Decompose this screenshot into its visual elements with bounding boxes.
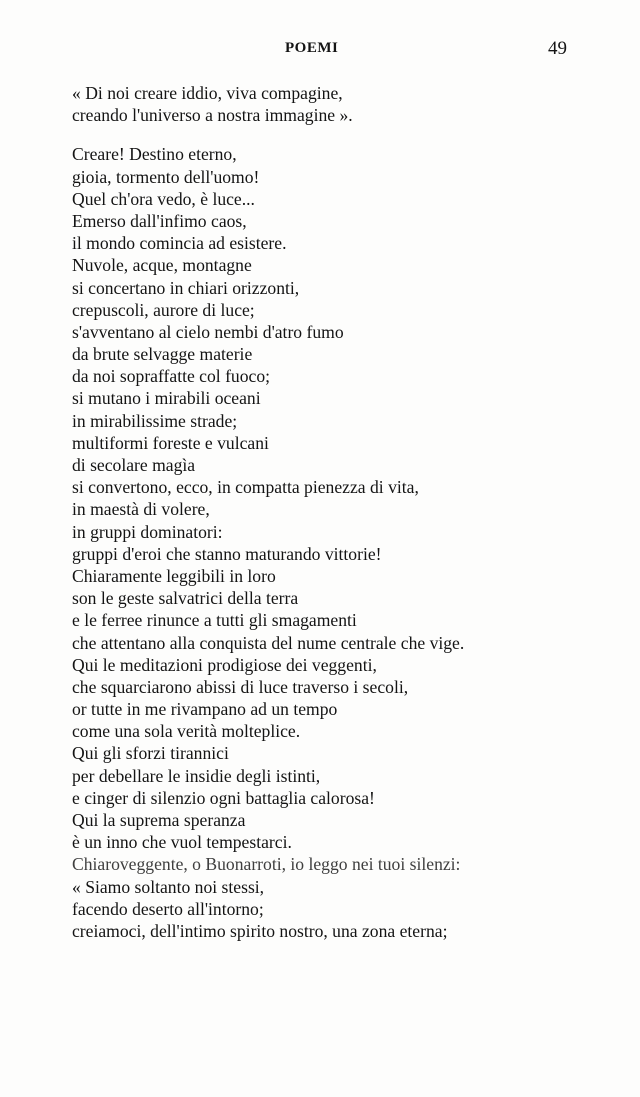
poem-line: si mutano i mirabili oceani bbox=[72, 388, 261, 409]
poem-line: è un inno che vuol tempestarci. bbox=[72, 832, 292, 853]
poem-line: in maestà di volere, bbox=[72, 499, 210, 520]
poem-line: Chiaramente leggibili in loro bbox=[72, 565, 276, 586]
poem-line: « Di noi creare iddio, viva compagine, bbox=[72, 83, 343, 103]
poem-line: creando l'universo a nostra immagine ». bbox=[72, 105, 353, 126]
poem-line: s'avventano al cielo nembi d'atro fumo bbox=[72, 321, 344, 342]
poem-line: di secolare magìa bbox=[72, 455, 196, 475]
poem-line: da noi sopraffatte col fuoco; bbox=[72, 366, 271, 387]
poem-line: Qui la suprema speranza bbox=[72, 810, 246, 830]
poem-line: « Siamo soltanto noi stessi, bbox=[72, 876, 265, 897]
running-title: POEMI bbox=[285, 40, 339, 56]
poem-line: Emerso dall'infimo caos, bbox=[72, 210, 247, 231]
page-number: 49 bbox=[548, 38, 567, 59]
poem-line: gioia, tormento dell'uomo! bbox=[72, 166, 260, 187]
poem-line: Qui gli sforzi tirannici bbox=[72, 743, 229, 764]
running-head bbox=[0, 40, 640, 64]
poem-line: si concertano in chiari orizzonti, bbox=[72, 277, 300, 298]
poem-line: Qui le meditazioni prodigiose dei veggenti, bbox=[72, 654, 377, 675]
poem-line: crepuscoli, aurore di luce; bbox=[72, 299, 255, 320]
poem-line: si convertono, ecco, in compatta pienezza di vita, bbox=[72, 477, 419, 498]
poem-line: multiformi foreste e vulcani bbox=[72, 432, 269, 453]
poem-line: or tutte in me rivampano ad un tempo bbox=[72, 699, 338, 720]
poem-line: e cinger di silenzio ogni battaglia calorosa! bbox=[72, 787, 375, 808]
poem-line: il mondo comincia ad esistere. bbox=[72, 233, 287, 254]
poem-text bbox=[72, 82, 632, 942]
poem-line: Creare! Destino eterno, bbox=[72, 144, 237, 165]
poem-line: creiamoci, dell'intimo spirito nostro, una zona eterna; bbox=[72, 920, 448, 941]
poem-line: come una sola verità molteplice. bbox=[72, 721, 301, 742]
poem-line: che squarciarono abissi di luce traverso i secoli, bbox=[72, 676, 409, 697]
poem-line: facendo deserto all'intorno; bbox=[72, 898, 264, 919]
poem-line: gruppi d'eroi che stanno maturando vittorie! bbox=[72, 543, 382, 564]
poem-line: in mirabilissime strade; bbox=[72, 410, 238, 431]
poem-line: per debellare le insidie degli istinti, bbox=[72, 765, 321, 786]
poem-line: son le geste salvatrici della terra bbox=[72, 588, 299, 609]
poem-line: Chiaroveggente, o Buonarroti, io leggo nei tuoi silenzi: bbox=[72, 854, 461, 875]
poem-line: Quel ch'ora vedo, è luce... bbox=[72, 188, 255, 209]
poem-line: e le ferree rinunce a tutti gli smagamenti bbox=[72, 610, 357, 631]
poem-line: in gruppi dominatori: bbox=[72, 521, 223, 542]
poem-line: Nuvole, acque, montagne bbox=[72, 255, 252, 276]
poem-line: che attentano alla conquista del nume centrale che vige. bbox=[72, 632, 465, 653]
poem-line: da brute selvagge materie bbox=[72, 344, 253, 365]
